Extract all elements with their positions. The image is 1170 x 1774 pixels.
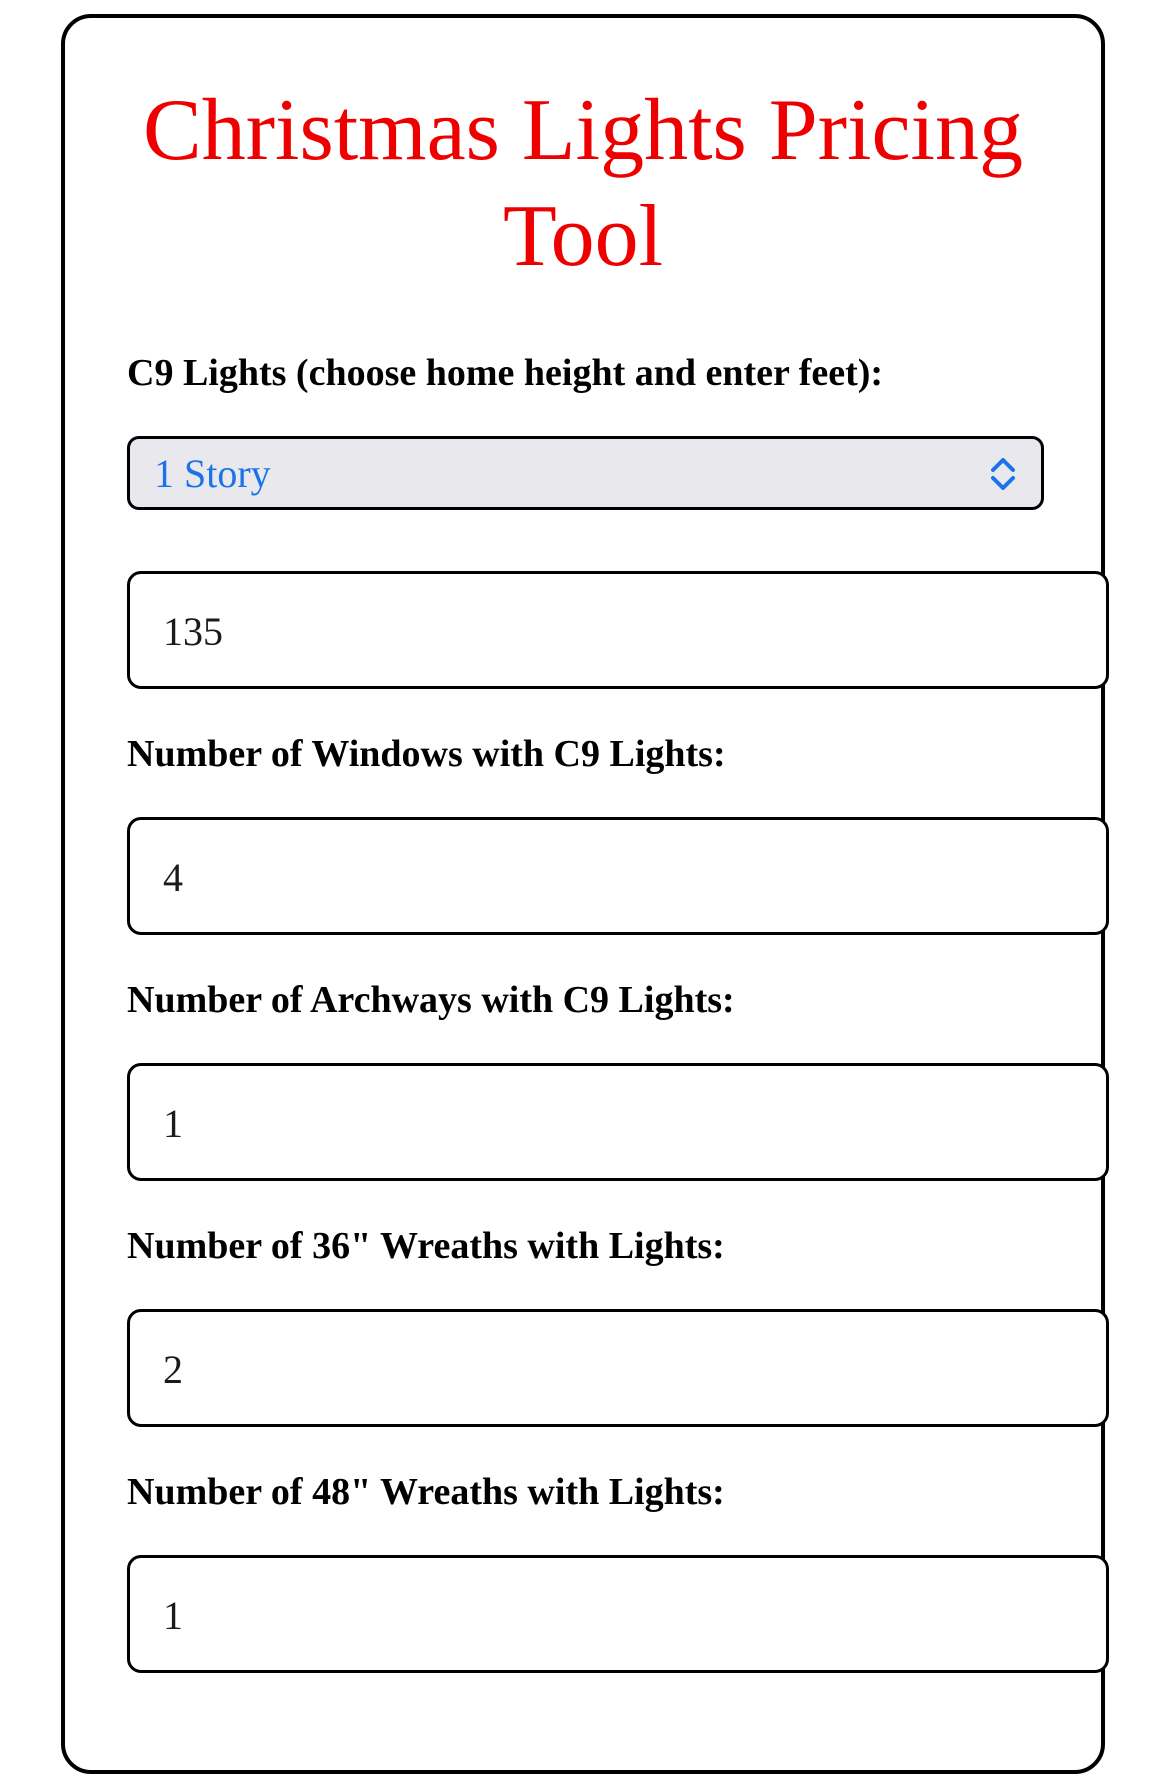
windows-input[interactable] [127,817,1109,935]
home-height-selected-value: 1 Story [154,451,271,496]
wreaths-36-label: Number of 36" Wreaths with Lights: [127,1225,725,1267]
wreaths-48-value: 1 [163,1593,183,1638]
c9-feet-value: 135 [163,609,223,654]
c9-feet-input[interactable] [127,571,1109,689]
chevron-up-down-icon [985,454,1021,494]
wreaths-48-label: Number of 48" Wreaths with Lights: [127,1471,725,1513]
archways-label: Number of Archways with C9 Lights: [127,979,735,1021]
wreaths-36-input[interactable] [127,1309,1109,1427]
wreaths-48-input[interactable] [127,1555,1109,1673]
page-title: Christmas Lights Pricing Tool [143,82,1023,285]
archways-value: 1 [163,1101,183,1146]
c9-lights-label: C9 Lights (choose home height and enter feet): [127,352,884,394]
wreaths-36-value: 2 [163,1347,183,1392]
windows-label: Number of Windows with C9 Lights: [127,733,726,775]
archways-input[interactable] [127,1063,1109,1181]
windows-value: 4 [163,855,183,900]
home-height-select[interactable] [127,436,1044,510]
